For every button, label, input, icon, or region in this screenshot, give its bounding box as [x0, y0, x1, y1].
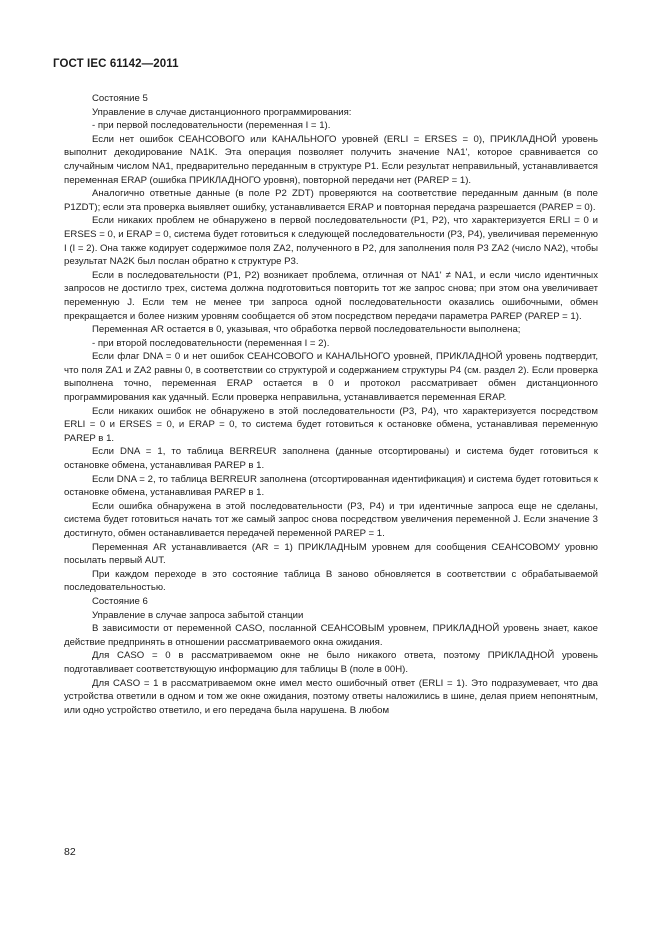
- paragraph: Если в последовательности (P1, P2) возникает проблема, отличная от NA1' ≠ NA1, и если число идентичных запросов не достигло трех, система должна подготовиться повторить тот же запрос снова; при этом она увеличивает переменную J. Если тем не менее три запроса одной последовательности оказались ошибочными, обмен прекращается и более низким уровням сообщается об этом посредством передачи параметра PAREP (PAREP = 1).: [64, 269, 598, 322]
- list-item: - при второй последовательности (переменная I = 2).: [92, 337, 330, 349]
- list-item: - при первой последовательности (переменная I = 1).: [92, 120, 331, 132]
- paragraph: В зависимости от переменной CASO, посланной СЕАНСОВЫМ уровнем, ПРИКЛАДНОЙ уровень знает, какое действие предпринять в отношении рассматриваемого окна ожидания.: [64, 623, 598, 648]
- paragraph: При каждом переходе в это состояние таблица B заново обновляется в соответствии с обрабатываемой последовательностью.: [64, 568, 598, 594]
- paragraph: Управление в случае дистанционного программирования:: [92, 106, 352, 118]
- document-header: ГОСТ IEC 61142—2011: [53, 58, 179, 70]
- page-number: 82: [64, 846, 76, 858]
- paragraph: Переменная AR устанавливается (AR = 1) ПРИКЛАДНЫМ уровнем для сообщения СЕАНСОВОМУ уровню посылать первый AUT.: [64, 541, 598, 567]
- paragraph: Управление в случае запроса забытой станции: [92, 609, 304, 621]
- paragraph: Состояние 5: [92, 93, 148, 104]
- body-text: [64, 92, 598, 717]
- paragraph: Если DNA = 1, то таблица BERREUR заполнена (данные отсортированы) и система будет готовиться к остановке обмена, устанавливая PAREP в 1.: [64, 446, 598, 472]
- paragraph: Если никаких ошибок не обнаружено в этой последовательности (P3, P4), что характеризуется посредством ERLI = 0 и ERSES = 0, и ERAP = 0, то система будет готовиться к остановке обмена, устанавливая переменную PAREP в 1.: [64, 405, 598, 444]
- paragraph: Если нет ошибок СЕАНСОВОГО или КАНАЛЬНОГО уровней (ERLI = ERSES = 0), ПРИКЛАДНОЙ уровень выполнит декодирование NA1K. Эта операция позволяет получить значение NA1', которое сравнивается со случайным числом NA1, предварительно переданным в структуре P1. Если результат неправильный, устанавливается переменная ERAP (ошибка ПРИКЛАДНОГО уровня), повторной передачи нет (PAREP = 1).: [64, 133, 598, 186]
- paragraph: Если никаких проблем не обнаружено в первой последовательности (P1, P2), что характеризуется ERLI = 0 и ERSES = 0, и ERAP = 0, система будет готовиться к следующей последовательности (P3, P4), увеличивая переменную I (I = 2). Она также кодирует содержимое поля ZA2, полученного в P2, для заполнения поля P3 ZA2 (число NA2), чтобы результат NA2K был послан обратно к структуре P3.: [64, 215, 598, 268]
- paragraph: Аналогично ответные данные (в поле P2 ZDT) проверяются на соответствие переданным данным (в поле P1ZDT); если эта проверка выявляет ошибку, устанавливается ERAP и повторная передача разрешается (PAREP = 0).: [64, 188, 598, 213]
- paragraph: Если флаг DNA = 0 и нет ошибок СЕАНСОВОГО и КАНАЛЬНОГО уровней, ПРИКЛАДНОЙ уровень подтвердит, что поля ZA1 и ZA2 равны 0, в соответствии со структурой и содержанием структуры P4 (см. раздел 2). Если проверка выполнена точно, переменная ERAP остается в 0 и протокол рассматривает обмен дистанционного программирования как удачный. Если проверка неправильна, устанавливается переменная ERAP.: [64, 351, 598, 404]
- paragraph: Для CASO = 1 в рассматриваемом окне имел место ошибочный ответ (ERLI = 1). Это подразумевает, что два устройства ответили в одном и том же окне ожидания, поэтому ответы наложились в шине, делая прием непонятным, или одно устройство ответило, и его передача была нарушена. В любом: [64, 677, 598, 716]
- paragraph: Состояние 6: [92, 595, 148, 607]
- paragraph: Переменная AR остается в 0, указывая, что обработка первой последовательности выполнена;: [92, 324, 521, 336]
- paragraph: Если DNA = 2, то таблица BERREUR заполнена (отсортированная идентификация) и система будет готовиться к остановке обмена, устанавливая PAREP в 1.: [64, 473, 598, 499]
- paragraph: Если ошибка обнаружена в этой последовательности (P3, P4) и три идентичные запроса еще не сделаны, система будет готовиться начать тот же самый запрос снова посредством увеличения переменной J. Если значение 3 достигнуто, обмен останавливается передачей переменной PAREP = 1.: [64, 500, 598, 539]
- paragraph: Для CASO = 0 в рассматриваемом окне не было никакого ответа, поэтому ПРИКЛАДНОЙ уровень подготавливает соответствующую информацию для таблицы B (поле в 00H).: [64, 650, 598, 675]
